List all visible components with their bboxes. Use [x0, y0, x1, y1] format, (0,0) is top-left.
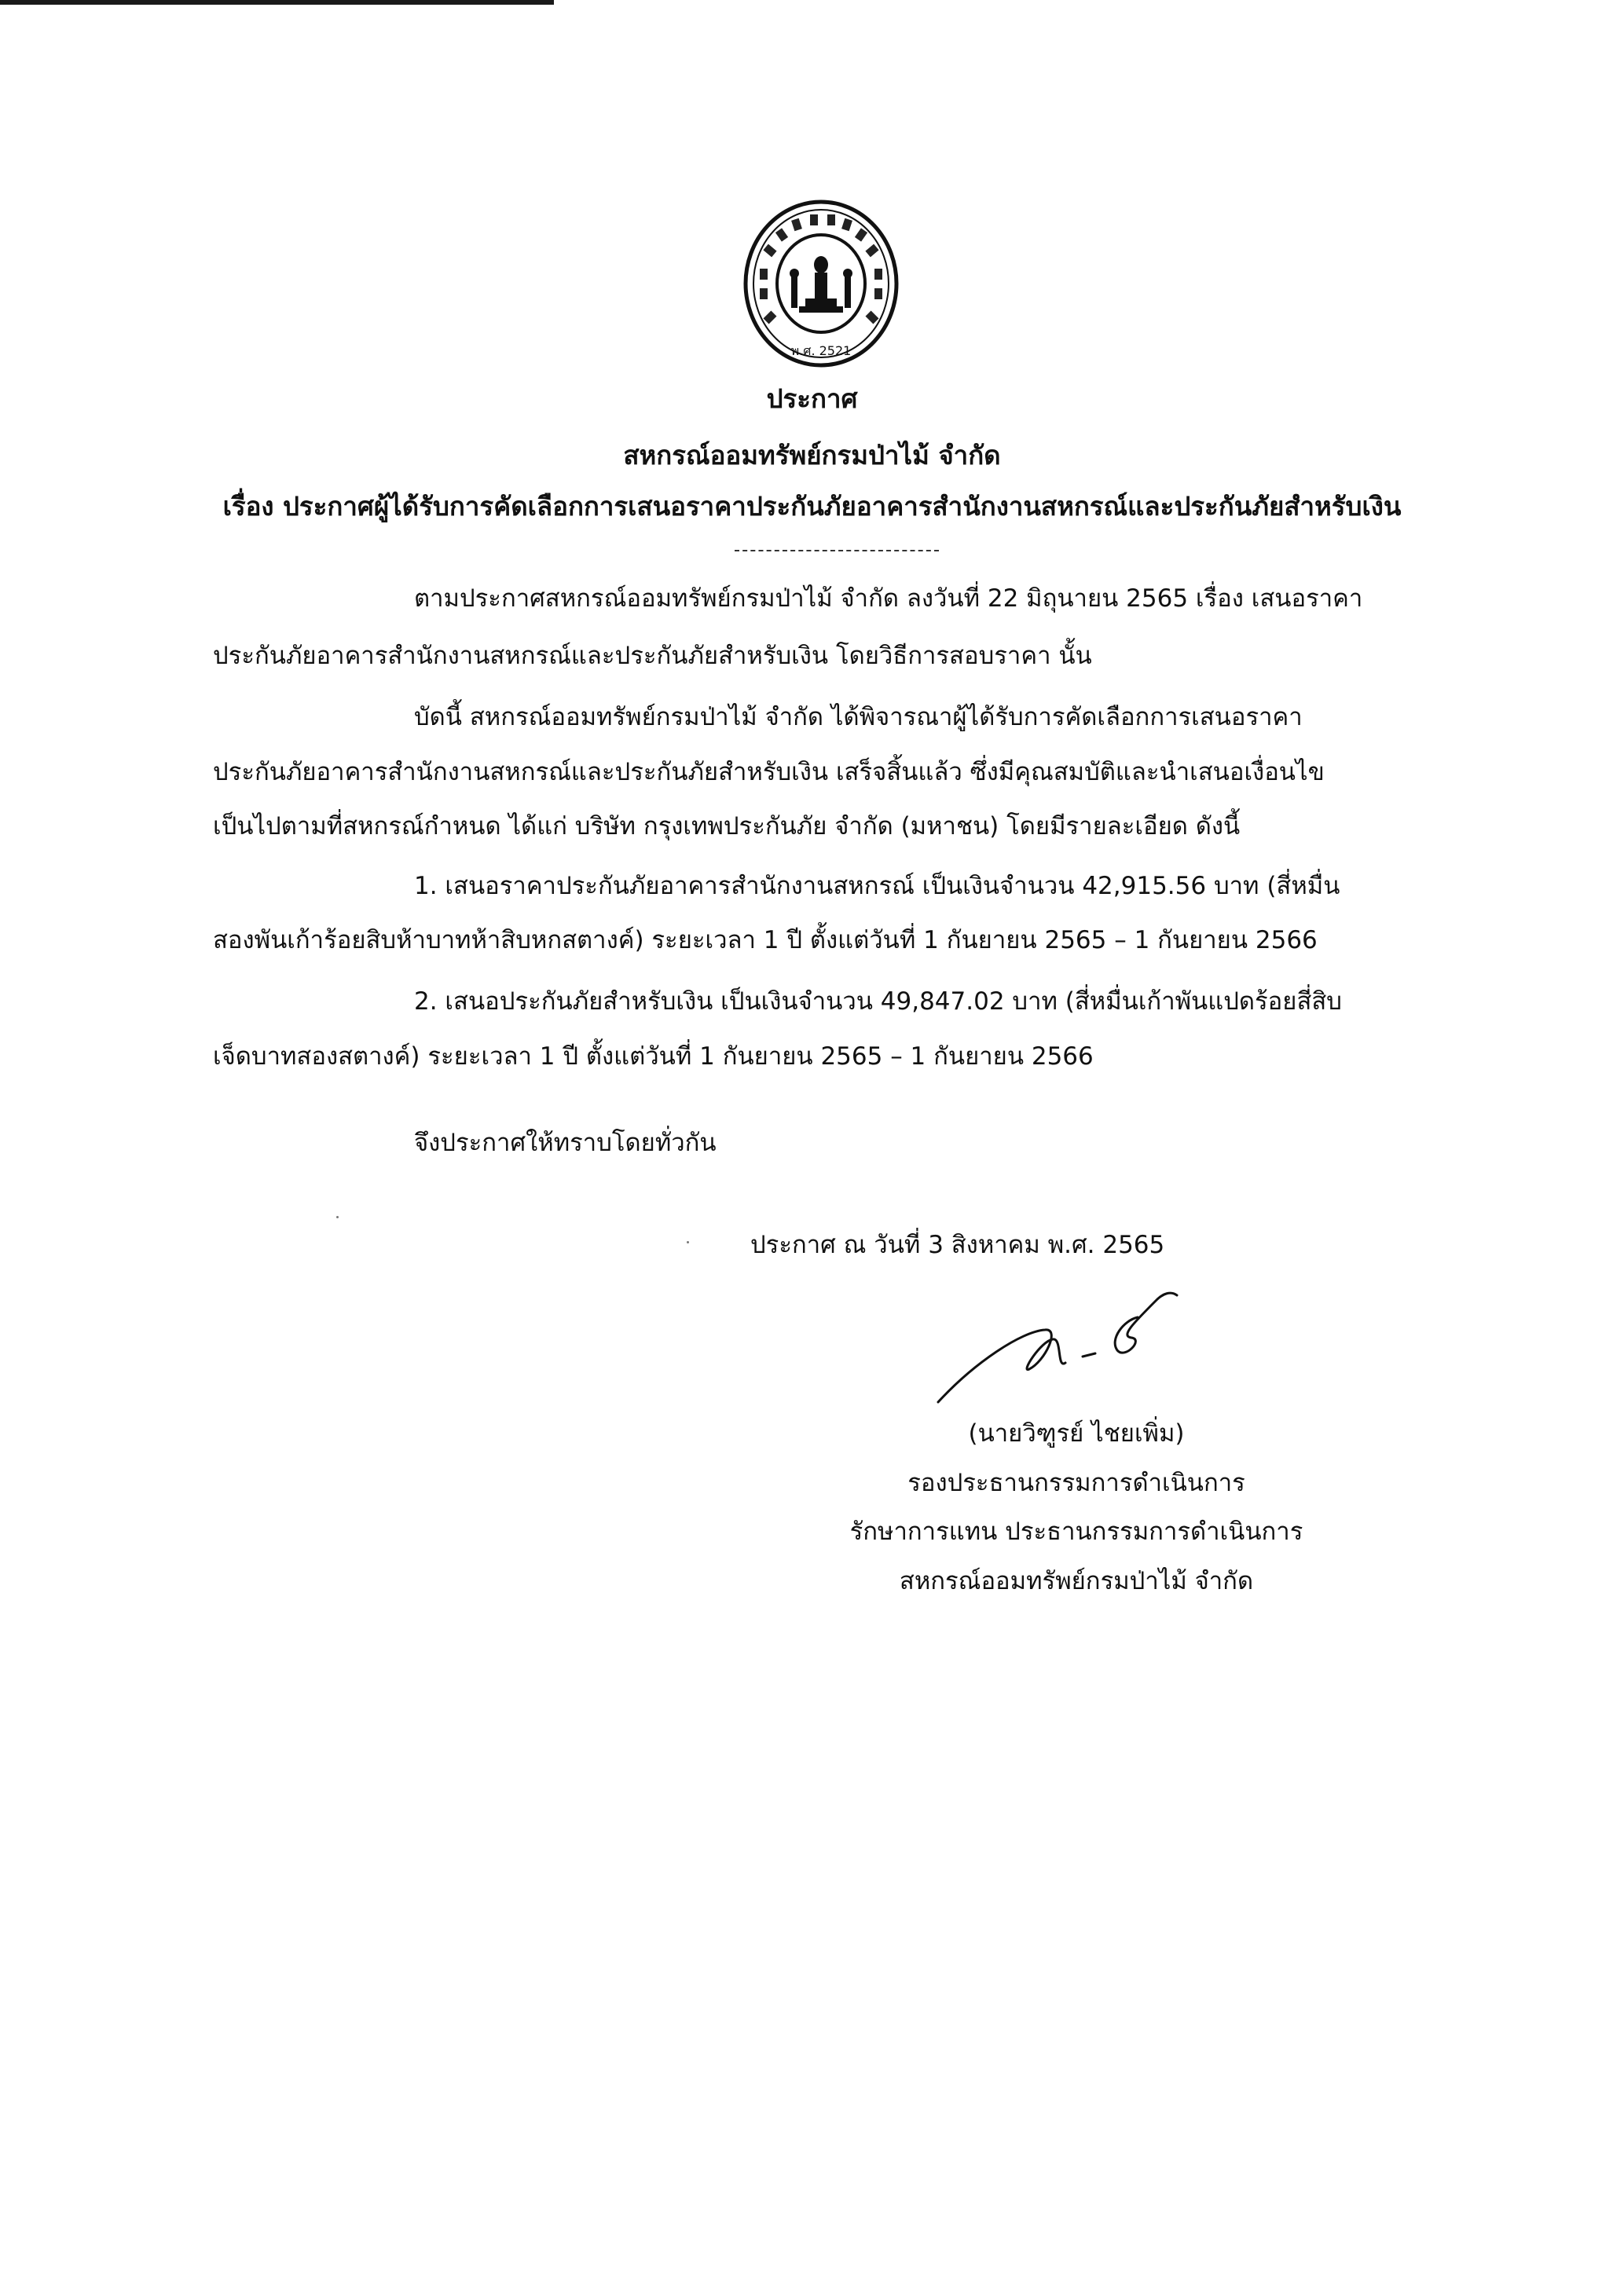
organization-name: สหกรณ์ออมทรัพย์กรมป่าไม้ จำกัด: [623, 440, 1001, 471]
handwritten-signature: [927, 1269, 1202, 1418]
cooperative-seal-emblem: [742, 198, 900, 369]
signatory-name: (นายวิฑูรย์ ไชยเพิ่ม): [968, 1419, 1185, 1448]
announcement-date: ประกาศ ณ วันที่ 3 สิงหาคม พ.ศ. 2565: [750, 1231, 1165, 1259]
paragraph-2-line-2: ประกันภัยอาคารสำนักงานสหกรณ์และประกันภัยสำหรับเงิน เสร็จสิ้นแล้ว ซึ่งมีคุณสมบัติและนำเสนอเงื่อนไข: [213, 758, 1325, 786]
subject-line: เรื่อง ประกาศผู้ได้รับการคัดเลือกการเสนอราคาประกันภัยอาคารสำนักงานสหกรณ์และประกันภัยสำหรับเงิน: [222, 491, 1402, 522]
paragraph-1-line-1: ตามประกาศสหกรณ์ออมทรัพย์กรมป่าไม้ จำกัด ลงวันที่ 22 มิถุนายน 2565 เรื่อง เสนอราคา: [414, 584, 1363, 613]
signatory-position: รองประธานกรรมการดำเนินการ: [907, 1469, 1245, 1497]
closing-statement: จึงประกาศให้ทราบโดยทั่วกัน: [414, 1129, 717, 1157]
item-2-line-2: เจ็ดบาทสองสตางค์) ระยะเวลา 1 ปี ตั้งแต่วันที่ 1 กันยายน 2565 – 1 กันยายน 2566: [213, 1042, 1094, 1071]
scan-speck: [336, 1216, 339, 1218]
item-2-line-1: 2. เสนอประกันภัยสำหรับเงิน เป็นเงินจำนวน 49,847.02 บาท (สี่หมื่นเก้าพันแปดร้อยสี่สิบ: [414, 987, 1342, 1016]
scan-edge-mark: [0, 0, 554, 5]
announcement-heading: ประกาศ: [766, 383, 858, 414]
svg-text:พ.ศ. 2521: พ.ศ. 2521: [790, 343, 852, 358]
item-1-line-1: 1. เสนอราคาประกันภัยอาคารสำนักงานสหกรณ์ เป็นเงินจำนวน 42,915.56 บาท (สี่หมื่น: [414, 872, 1340, 900]
scan-speck: [687, 1241, 689, 1243]
signatory-organization: สหกรณ์ออมทรัพย์กรมป่าไม้ จำกัด: [899, 1567, 1254, 1595]
paragraph-2-line-3: เป็นไปตามที่สหกรณ์กำหนด ได้แก่ บริษัท กรุงเทพประกันภัย จำกัด (มหาชน) โดยมีรายละเอียด ดังนี้: [213, 812, 1241, 840]
paragraph-1-line-2: ประกันภัยอาคารสำนักงานสหกรณ์และประกันภัยสำหรับเงิน โดยวิธีการสอบราคา นั้น: [213, 642, 1092, 670]
paragraph-2-line-1: บัดนี้ สหกรณ์ออมทรัพย์กรมป่าไม้ จำกัด ได้พิจารณาผู้ได้รับการคัดเลือกการเสนอราคา: [414, 703, 1303, 731]
signatory-acting-position: รักษาการแทน ประธานกรรมการดำเนินการ: [849, 1518, 1303, 1546]
item-1-line-2: สองพันเก้าร้อยสิบห้าบาทห้าสิบหกสตางค์) ระยะเวลา 1 ปี ตั้งแต่วันที่ 1 กันยายน 2565 – 1 กันยายน 2566: [213, 926, 1318, 954]
header-divider: [735, 550, 939, 551]
